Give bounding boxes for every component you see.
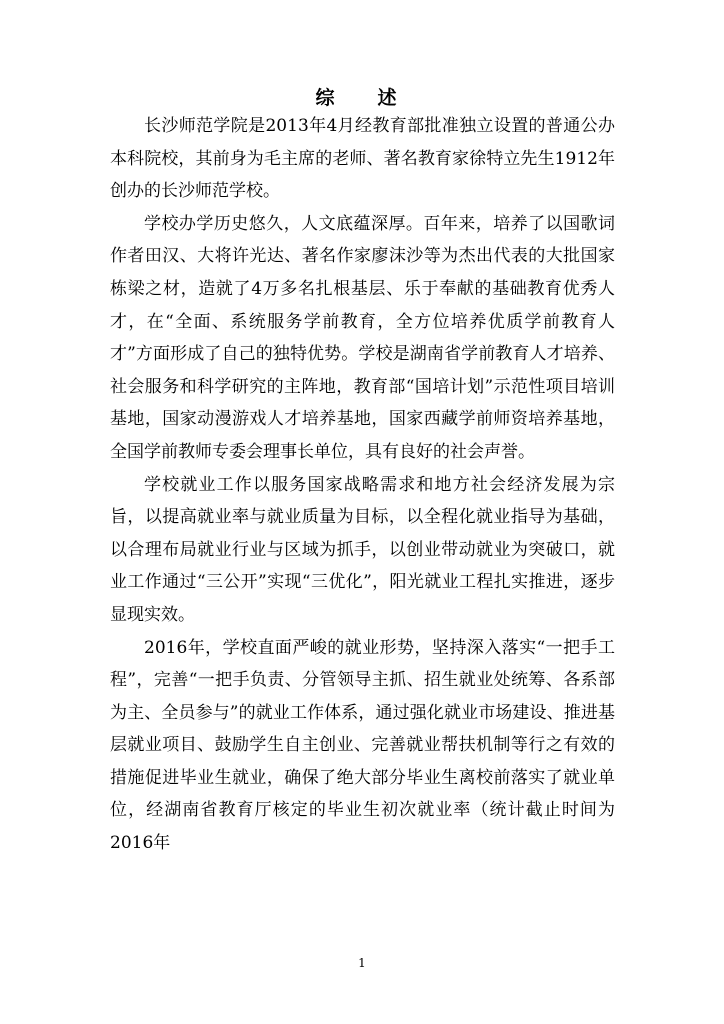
page-number: 1 xyxy=(358,956,366,970)
paragraph-2016-employment: 2016年，学校直面严峻的就业形势，坚持深入落实“一把手工程”，完善“一把手负责、分管领导主抓、招生就业处统筹、各系部为主、全员参与”的就业工作体系，通过强化就业市场建设、推进基层就业项目、鼓励学生自主创业、完善就业帮扶机制等行之有效的措施促进毕业生就业，确保了绝大部分毕业生离校前落实了就业单位，经湖南省教育厅核定的毕业生初次就业率（统计截止时间为2016年 xyxy=(110,637,615,854)
document-title: 综 述 xyxy=(315,87,409,109)
document-body xyxy=(110,110,615,860)
paragraph-intro: 长沙师范学院是2013年4月经教育部批准独立设置的普通公办本科院校，其前身为毛主席的老师、著名教育家徐特立先生1912年创办的长沙师范学校。 xyxy=(110,116,615,202)
paragraph-history: 学校办学历史悠久，人文底蕴深厚。百年来，培养了以国歌词作者田汉、大将许光达、著名作家廖沫沙等为杰出代表的大批国家栋梁之材，造就了4万多名扎根基层、乐于奉献的基础教育优秀人才，在“全面、系统服务学前教育，全方位培养优质学前教育人才”方面形成了自己的独特优势。学校是湖南省学前教育人才培养、社会服务和科学研究的主阵地，教育部“国培计划”示范性项目培训基地，国家动漫游戏人才培养基地，国家西藏学前师资培养基地，全国学前教师专委会理事长单位，具有良好的社会声誉。 xyxy=(110,213,615,462)
paragraph-employment-policy: 学校就业工作以服务国家战略需求和地方社会经济发展为宗旨，以提高就业率与就业质量为目标，以全程化就业指导为基础，以合理布局就业行业与区域为抓手，以创业带动就业为突破口，就业工作通过“三公开”实现“三优化”，阳光就业工程扎实推进，逐步显现实效。 xyxy=(110,474,615,625)
